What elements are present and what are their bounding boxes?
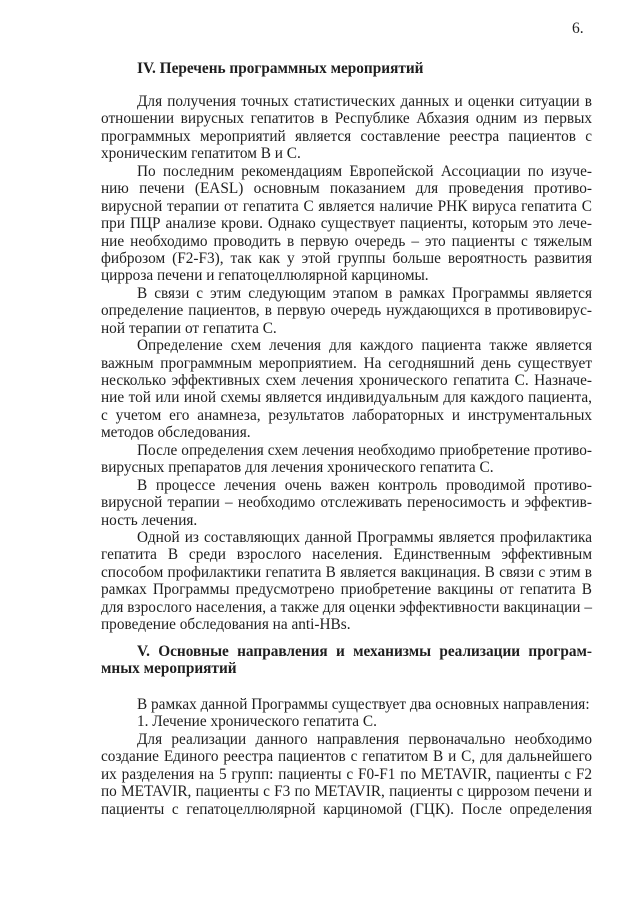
text-line: рамках Программы предусмотрено приобретение вакцины от гепатита В bbox=[101, 581, 592, 599]
text-line: V. Основные направления и механизмы реализации програм- bbox=[137, 643, 592, 660]
text-line: Для реализации данного направления первоначально необходимо bbox=[137, 730, 592, 748]
text-line: вирусных препаратов для лечения хронического гепатита С. bbox=[101, 459, 494, 477]
text-line: ние той или иной схемы является индивидуальным для каждого пациента, bbox=[101, 389, 592, 407]
text-line: Одной из составляющих данной Программы является профилактика bbox=[137, 528, 592, 546]
text-line: их разделения на 5 групп: пациенты с F0-F1 по METAVIR, пациенты с F2 bbox=[101, 765, 592, 783]
text-line: По последним рекомендациям Европейской Ассоциации по изуче- bbox=[137, 162, 592, 180]
text-line: цирроза печени и гепатоцеллюлярной карциномы. bbox=[101, 267, 429, 285]
text-line: В процессе лечения очень важен контроль проводимой противо- bbox=[137, 476, 592, 494]
text-line: нию печени (EASL) основным показанием для проведения противо- bbox=[101, 180, 592, 198]
text-line: ние необходимо проводить в первую очередь – это пациенты с тяжелым bbox=[101, 232, 592, 250]
text-line: Определение схем лечения для каждого пациента также является bbox=[137, 337, 592, 355]
section-5-heading bbox=[101, 643, 592, 678]
text-line: несколько эффективных схем лечения хронического гепатита С. Назначе- bbox=[101, 372, 592, 389]
text-line: определение пациентов, в первую очередь нуждающихся в противовирус- bbox=[101, 302, 592, 320]
section-4-heading bbox=[101, 60, 592, 77]
text-line: создание Единого реестра пациентов с гепатитом В и С, для дальнейшего bbox=[101, 748, 592, 766]
text-line: программных мероприятий является составление реестра пациентов с bbox=[101, 127, 592, 145]
text-line: для взрослого населения, а также для оценки эффективности вакцинации – bbox=[101, 598, 592, 616]
text-line: 1. Лечение хронического гепатита С. bbox=[137, 713, 377, 731]
section-5-body bbox=[101, 696, 592, 818]
text-line: вирусной терапии от гепатита С является наличие РНК вируса гепатита С bbox=[101, 197, 592, 215]
text-line: при ПЦР анализе крови. Однако существует пациенты, которым это лече- bbox=[101, 215, 592, 233]
text-line: отношении вирусных гепатитов в Республике Абхазия одним из первых bbox=[101, 110, 592, 128]
text-line: способом профилактики гепатита В является вакцинация. В связи с этим в bbox=[101, 563, 592, 581]
text-line: ность лечения. bbox=[101, 511, 198, 529]
text-line: важным программным мероприятием. На сегодняшний день существует bbox=[101, 354, 592, 372]
text-line: с учетом его анамнеза, результатов лабораторных и инструментальных bbox=[101, 406, 592, 424]
page-number: 6. bbox=[572, 20, 584, 37]
text-line: по METAVIR, пациенты с F3 по METAVIR, пациенты с циррозом печени и bbox=[101, 783, 592, 801]
text-line: пациенты с гепатоцеллюлярной карциномой (ГЦК). После определения bbox=[101, 800, 592, 818]
section-4-body bbox=[101, 93, 592, 634]
text-line: В связи с этим следующим этапом в рамках Программы является bbox=[137, 284, 592, 302]
text-line: методов обследования. bbox=[101, 424, 251, 442]
text-line: вирусной терапии – необходимо отслеживать переносимость и эффектив- bbox=[101, 494, 592, 512]
text-line: мных мероприятий bbox=[101, 660, 237, 678]
text-line: Для получения точных статистических данных и оценки ситуации в bbox=[137, 93, 592, 110]
text-line: В рамках данной Программы существует два основных направления: bbox=[137, 696, 590, 713]
text-line: ной терапии от гепатита С. bbox=[101, 319, 277, 337]
text-line: После определения схем лечения необходимо приобретение противо- bbox=[137, 441, 592, 459]
text-line: гепатита В среди взрослого населения. Единственным эффективным bbox=[101, 546, 592, 564]
text-line: хроническим гепатитом В и С. bbox=[101, 145, 301, 163]
text-line: IV. Перечень программных мероприятий bbox=[137, 60, 424, 77]
text-line: проведение обследования на anti-HBs. bbox=[101, 616, 351, 634]
text-line: фиброзом (F2-F3), так как у этой группы больше вероятность развития bbox=[101, 249, 592, 267]
